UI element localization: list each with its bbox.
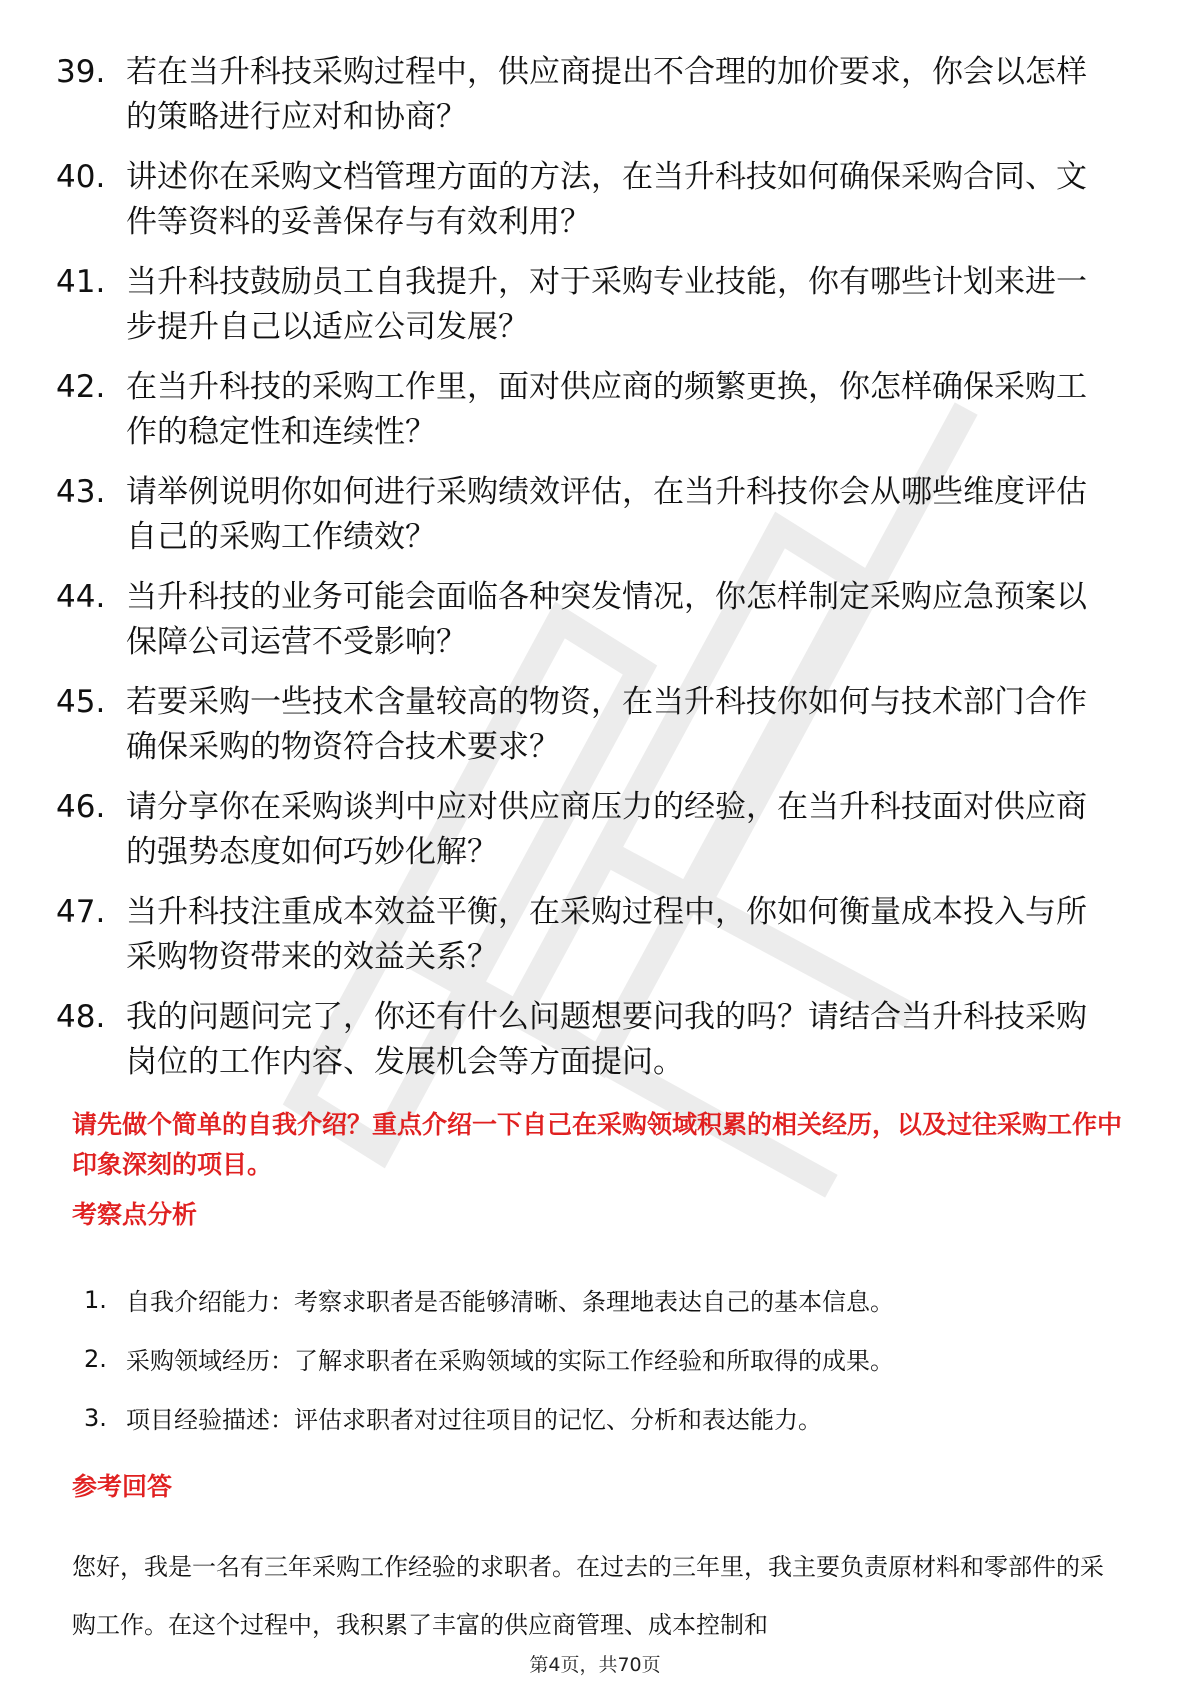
question-text: 当升科技的业务可能会面临各种突发情况，你怎样制定采购应急预案以保障公司运营不受影响？ <box>126 579 1087 660</box>
question-text: 若要采购一些技术含量较高的物资，在当升科技你如何与技术部门合作确保采购的物资符合技术要求？ <box>126 684 1087 765</box>
question-number: 40. <box>56 159 106 195</box>
analysis-list <box>84 1270 1114 1447</box>
question-item <box>56 995 1116 1085</box>
analysis-number: 2. <box>84 1344 107 1373</box>
question-list <box>56 50 1116 1100</box>
highlight-question: 请先做个简单的自我介绍？重点介绍一下自己在采购领域积累的相关经历，以及过往采购工作中印象深刻的项目。 <box>72 1110 1123 1179</box>
question-number: 47. <box>56 894 106 930</box>
question-text: 当升科技注重成本效益平衡，在采购过程中，你如何衡量成本投入与所采购物资带来的效益关系？ <box>126 894 1087 975</box>
question-number: 45. <box>56 684 106 720</box>
question-item <box>56 365 1116 455</box>
question-number: 44. <box>56 579 106 615</box>
question-text: 我的问题问完了，你还有什么问题想要问我的吗？请结合当升科技采购岗位的工作内容、发展机会等方面提问。 <box>126 999 1087 1080</box>
analysis-text: 采购领域经历：了解求职者在采购领域的实际工作经验和所取得的成果。 <box>126 1347 894 1375</box>
question-number: 39. <box>56 54 106 90</box>
analysis-number: 1. <box>84 1285 107 1314</box>
question-item <box>56 260 1116 350</box>
analysis-text: 自我介绍能力：考察求职者是否能够清晰、条理地表达自己的基本信息。 <box>126 1288 894 1316</box>
question-text: 请举例说明你如何进行采购绩效评估，在当升科技你会从哪些维度评估自己的采购工作绩效？ <box>126 474 1087 555</box>
question-item <box>56 155 1116 245</box>
analysis-number: 3. <box>84 1403 107 1432</box>
reference-answer: 您好，我是一名有三年采购工作经验的求职者。在过去的三年里，我主要负责原材料和零部件的采购工作。在这个过程中，我积累了丰富的供应商管理、成本控制和 <box>72 1553 1104 1639</box>
question-item <box>56 680 1116 770</box>
page-footer: 第4页，共70页 <box>529 1654 661 1676</box>
question-item <box>56 890 1116 980</box>
question-number: 42. <box>56 369 106 405</box>
question-number: 43. <box>56 474 106 510</box>
reference-heading: 参考回答 <box>72 1472 173 1501</box>
question-text: 请分享你在采购谈判中应对供应商压力的经验，在当升科技面对供应商的强势态度如何巧妙化解？ <box>126 789 1087 870</box>
question-item <box>56 470 1116 560</box>
question-number: 46. <box>56 789 106 825</box>
analysis-item <box>84 1329 1114 1388</box>
question-item <box>56 785 1116 875</box>
question-number: 48. <box>56 999 106 1035</box>
question-text: 当升科技鼓励员工自我提升，对于采购专业技能，你有哪些计划来进一步提升自己以适应公司发展？ <box>126 264 1087 345</box>
analysis-item <box>84 1388 1114 1447</box>
analysis-text: 项目经验描述：评估求职者对过往项目的记忆、分析和表达能力。 <box>126 1406 822 1434</box>
question-item <box>56 50 1116 140</box>
question-item <box>56 575 1116 665</box>
question-text: 在当升科技的采购工作里，面对供应商的频繁更换，你怎样确保采购工作的稳定性和连续性？ <box>126 369 1087 450</box>
analysis-item <box>84 1270 1114 1329</box>
question-text: 讲述你在采购文档管理方面的方法，在当升科技如何确保采购合同、文件等资料的妥善保存与有效利用？ <box>126 159 1087 240</box>
question-text: 若在当升科技采购过程中，供应商提出不合理的加价要求，你会以怎样的策略进行应对和协商？ <box>126 54 1087 135</box>
analysis-heading: 考察点分析 <box>72 1200 198 1229</box>
question-number: 41. <box>56 264 106 300</box>
